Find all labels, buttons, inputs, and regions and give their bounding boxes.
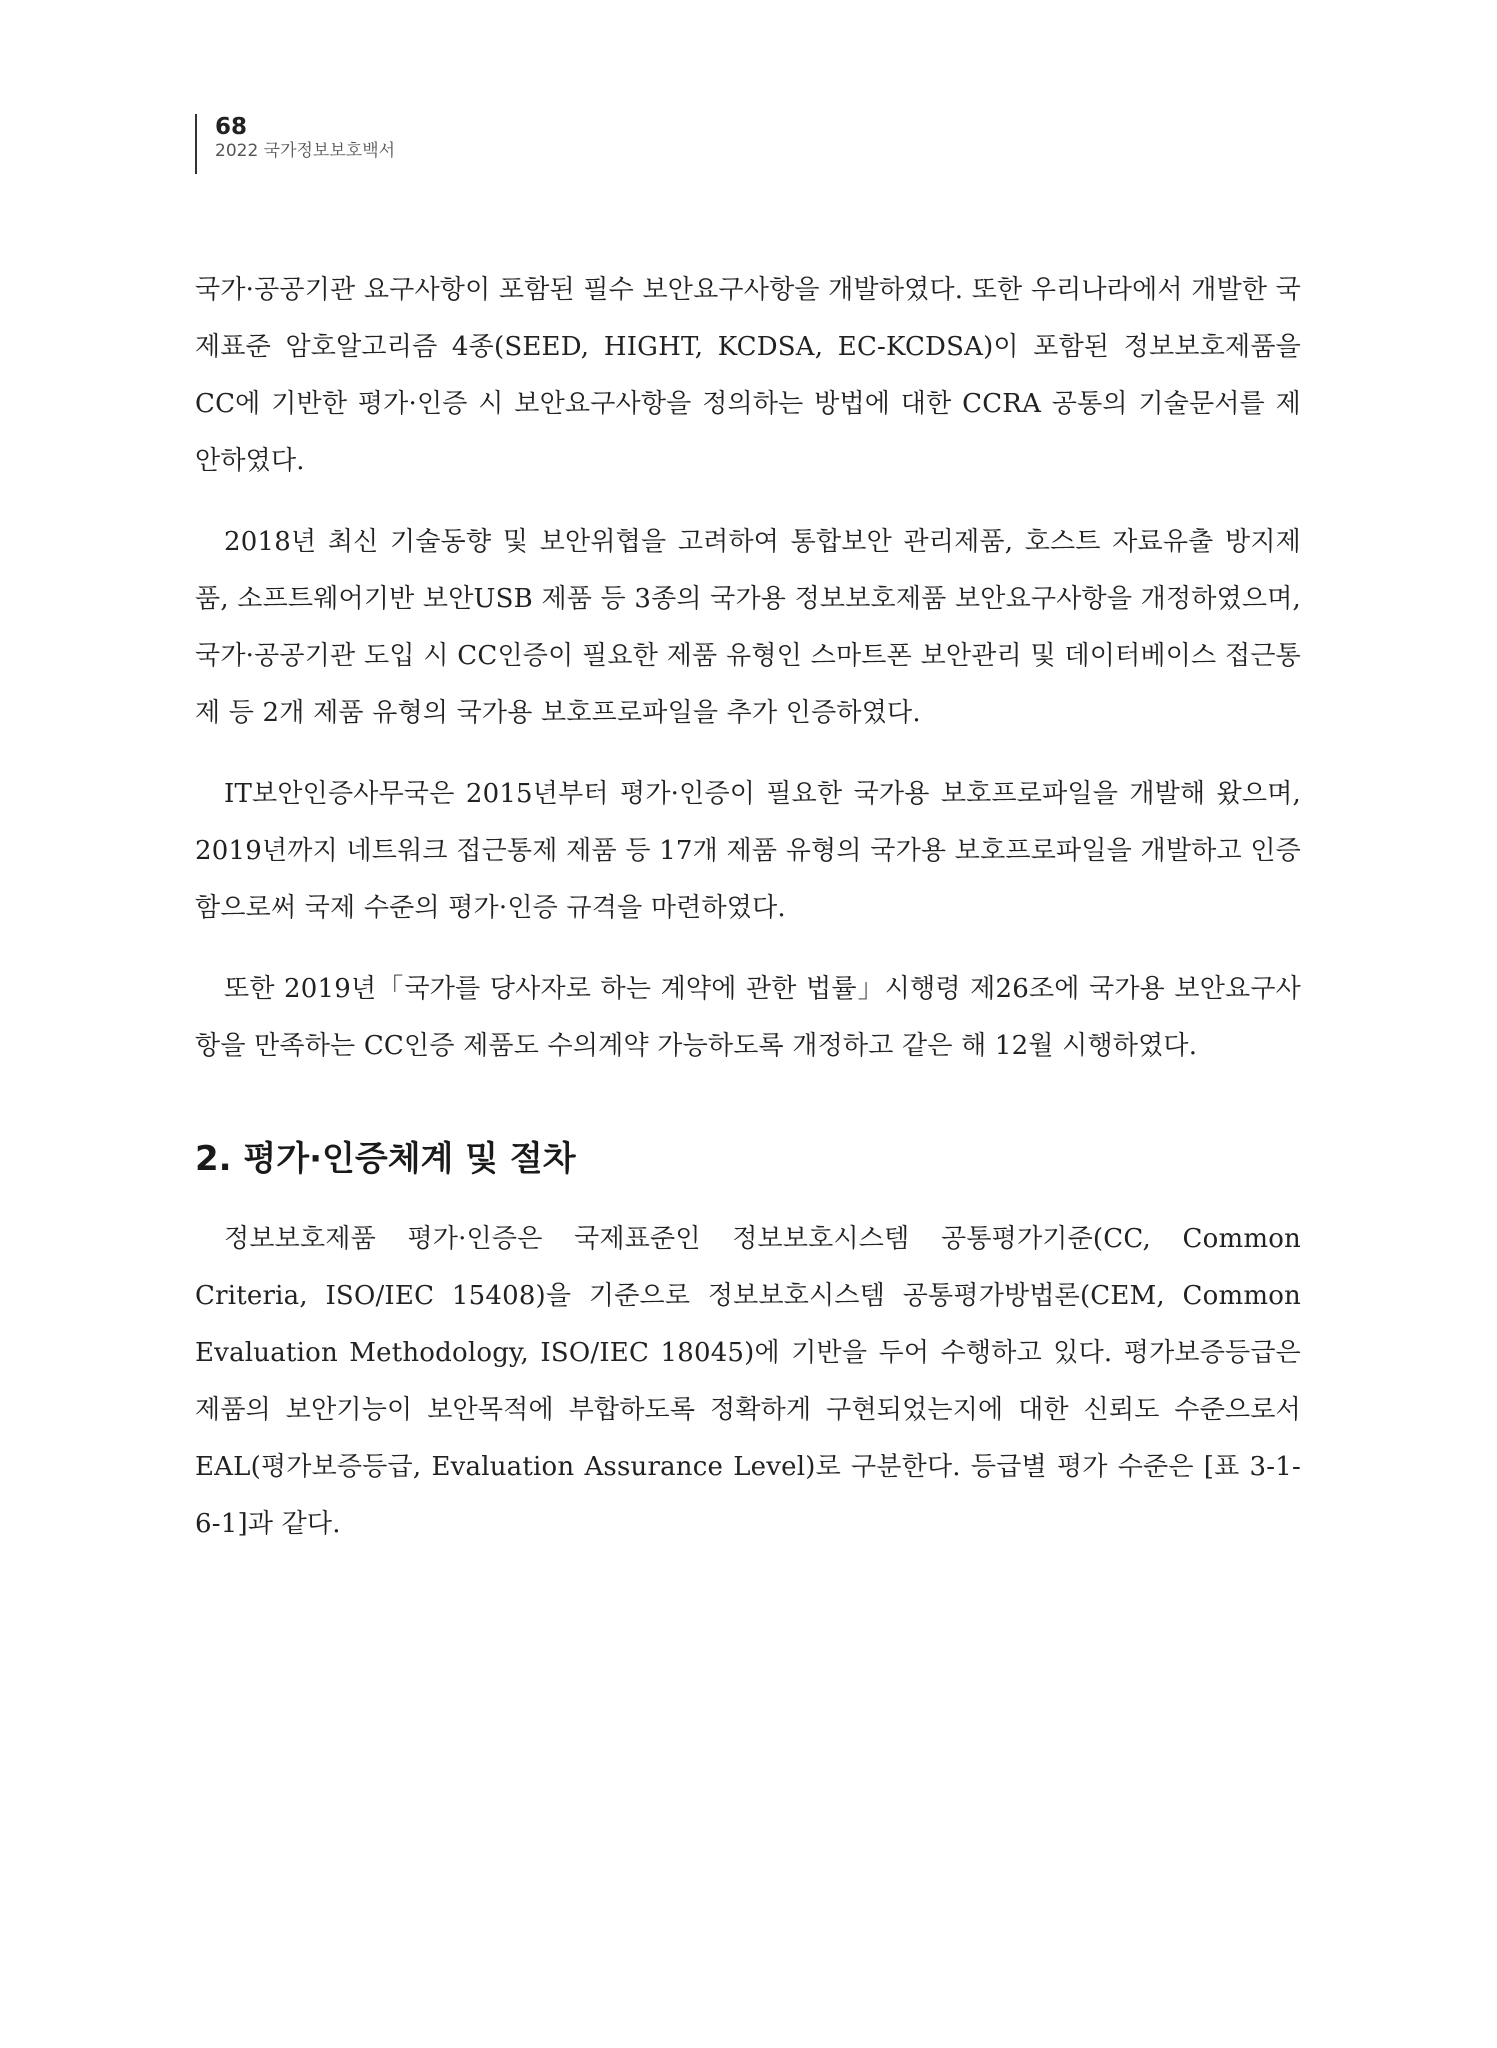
body-paragraph: 2018년 최신 기술동향 및 보안위협을 고려하여 통합보안 관리제품, 호스트 자료유출 방지제품, 소프트웨어기반 보안USB 제품 등 3종의 국가용 정보보호제품 보안요구사항을 개정하였으며, 국가·공공기관 도입 시 CC인증이 필요한 제품 유형인 스마트폰 보안관리 및 데이터베이스 접근통제 등 2개 제품 유형의 국가용 보호프로파일을 추가 인증하였다. (195, 527, 1301, 728)
body-paragraph: 또한 2019년「국가를 당사자로 하는 계약에 관한 법률」시행령 제26조에 국가용 보안요구사항을 만족하는 CC인증 제품도 수의계약 가능하도록 개정하고 같은 해 12월 시행하였다. (195, 974, 1301, 1061)
section-heading: 2. 평가·인증체계 및 절차 (195, 1139, 576, 1179)
page-number: 68 (215, 114, 248, 140)
section-paragraph: 정보보호제품 평가·인증은 국제표준인 정보보호시스템 공통평가기준(CC, Common Criteria, ISO/IEC 15408)을 기준으로 정보보호시스템 공통평가방법론(CEM, Common Evaluation Methodology, ISO/IEC 18045)에 기반을 두어 수행하고 있다. 평가보증등급은 제품의 보안기능이 보안목적에 부합하도록 정확하게 구현되었는지에 대한 신뢰도 수준으로서 EAL(평가보증등급, Evaluation Assurance Level)로 구분한다. 등급별 평가 수준은 [표 3-1-6-1]과 같다. (195, 1224, 1301, 1539)
running-title: 2022 국가정보보호백서 (215, 141, 396, 161)
body-paragraph: 국가·공공기관 요구사항이 포함된 필수 보안요구사항을 개발하였다. 또한 우리나라에서 개발한 국제표준 암호알고리즘 4종(SEED, HIGHT, KCDSA, EC-KCDSA)이 포함된 정보보호제품을 CC에 기반한 평가·인증 시 보안요구사항을 정의하는 방법에 대한 CCRA 공통의 기술문서를 제안하였다. (195, 275, 1301, 476)
body-paragraph: IT보안인증사무국은 2015년부터 평가·인증이 필요한 국가용 보호프로파일을 개발해 왔으며, 2019년까지 네트워크 접근통제 제품 등 17개 제품 유형의 국가용 보호프로파일을 개발하고 인증함으로써 국제 수준의 평가·인증 규격을 마련하였다. (195, 779, 1301, 923)
page-body (195, 262, 1301, 1553)
page-header (195, 114, 395, 174)
